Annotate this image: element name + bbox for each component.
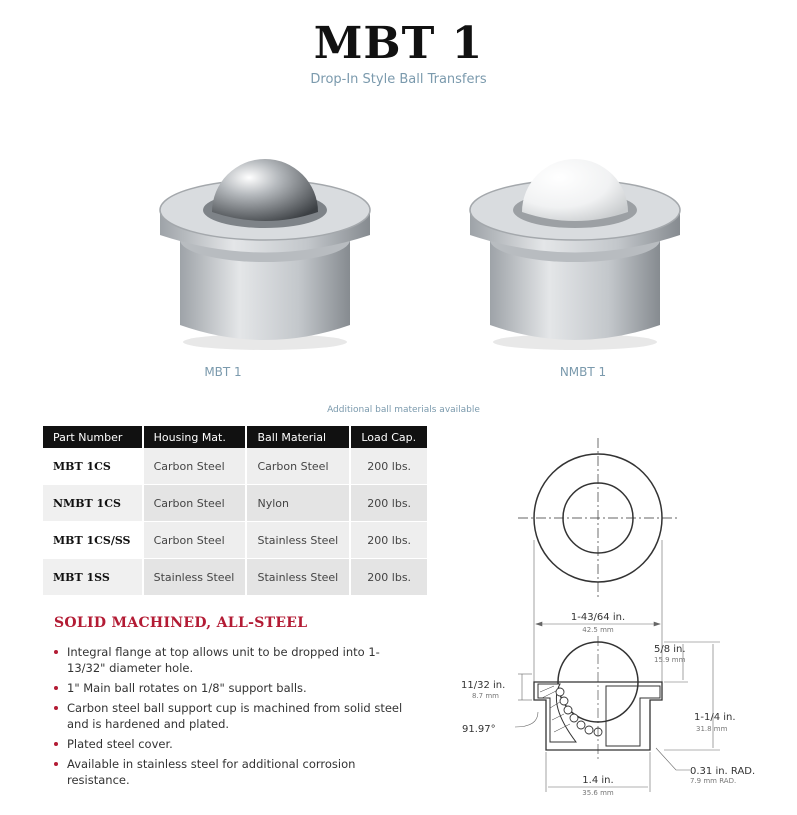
ball-protrusion-mm-label: 15.9 mm [654,656,686,664]
table-row [43,448,427,485]
total-height-label: 1-1/4 in. [694,712,736,723]
body-dia-label: 1.4 in. [582,775,614,786]
bullet-icon [54,742,58,746]
feature-text: Plated steel cover. [67,737,173,751]
load-cap-cell: 200 lbs. [350,448,427,485]
header-part-number: Part Number [43,426,143,448]
list-item [54,644,414,676]
bullet-icon [54,762,58,766]
ball-material-cell: Stainless Steel [246,522,350,559]
ball-material-cell: Stainless Steel [246,559,350,596]
feature-text: Integral flange at top allows unit to be dropped into 1-13/32" diameter hole. [67,645,380,675]
table-row [43,522,427,559]
housing-cell: Carbon Steel [143,485,247,522]
list-item [54,680,414,696]
housing-cell: Stainless Steel [143,559,247,596]
mbt1-caption: MBT 1 [204,365,242,379]
header-load-cap: Load Cap. [350,426,427,448]
part-number-cell: MBT 1CS/SS [43,522,143,559]
list-item [54,756,414,788]
spec-table [43,426,427,596]
load-cap-cell: 200 lbs. [350,559,427,596]
ball-protrusion-label: 5/8 in. [654,644,686,655]
flange-thk-mm-label: 8.7 mm [472,692,499,700]
features-heading: SOLID MACHINED, ALL-STEEL [54,615,308,631]
list-item [54,736,414,752]
table-row [43,559,427,596]
housing-cell: Carbon Steel [143,522,247,559]
ball-material-cell: Carbon Steel [246,448,350,485]
bullet-icon [54,686,58,690]
mbt1-product-photo [150,150,380,355]
technical-drawing [428,430,797,810]
header-ball-material: Ball Material [246,426,350,448]
list-item [54,700,414,732]
flange-dia-mm-label: 42.5 mm [582,626,614,634]
radius-mm-label: 7.9 mm RAD. [690,777,737,785]
feature-text: Carbon steel ball support cup is machined from solid steel and is hardened and plated. [67,701,403,731]
housing-cell: Carbon Steel [143,448,247,485]
flange-thk-label: 11/32 in. [461,680,506,691]
total-height-mm-label: 31.8 mm [696,725,728,733]
bullet-icon [54,650,58,654]
ball-material-cell: Nylon [246,485,350,522]
table-header-row [43,426,427,448]
nmbt1-product-photo [460,150,690,355]
flange-dia-label: 1-43/64 in. [570,612,626,623]
nmbt1-caption: NMBT 1 [559,365,607,379]
load-cap-cell: 200 lbs. [350,485,427,522]
materials-note: Additional ball materials available [327,405,480,415]
page-title: MBT 1 [313,18,484,69]
feature-text: 1" Main ball rotates on 1/8" support balls. [67,681,307,695]
features-list [54,644,414,792]
load-cap-cell: 200 lbs. [350,522,427,559]
radius-label: 0.31 in. RAD. [690,766,756,777]
part-number-cell: MBT 1SS [43,559,143,596]
body-dia-mm-label: 35.6 mm [582,789,614,797]
bullet-icon [54,706,58,710]
page-subtitle: Drop-In Style Ball Transfers [310,72,487,87]
section-view [534,636,662,760]
feature-text: Available in stainless steel for additional corrosion resistance. [67,757,356,787]
table-row [43,485,427,522]
top-view [518,438,678,598]
part-number-cell: NMBT 1CS [43,485,143,522]
header-housing: Housing Mat. [143,426,247,448]
part-number-cell: MBT 1CS [43,448,143,485]
angle-label: 91.97° [462,724,496,735]
